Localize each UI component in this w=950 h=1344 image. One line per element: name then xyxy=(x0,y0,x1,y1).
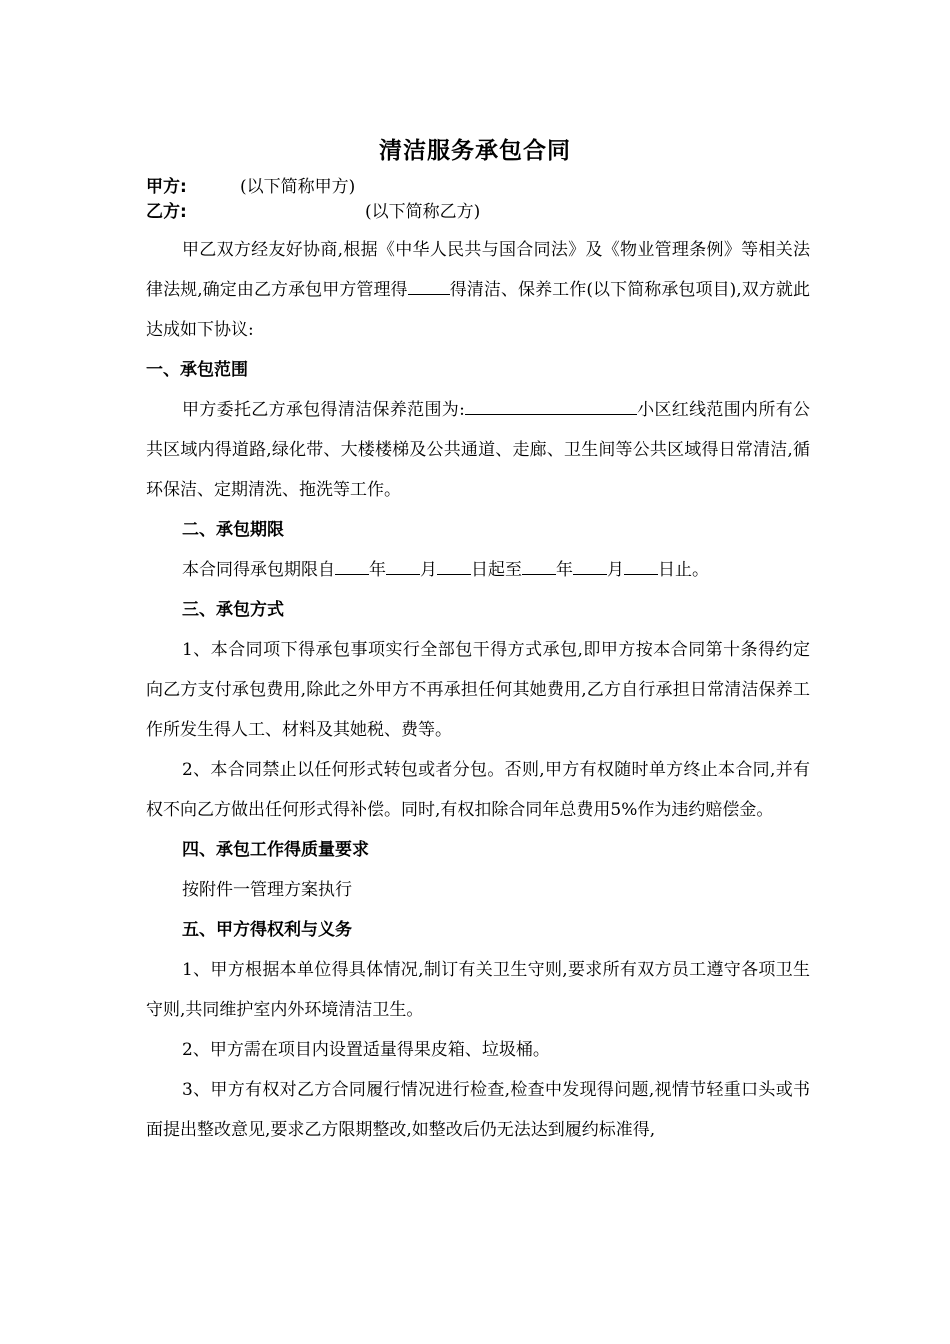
party-a-line xyxy=(146,175,356,199)
section5-paragraph-3: 3、甲方有权对乙方合同履行情况进行检查,检查中发现得问题,视情节轻重口头或书面提出整改意见,要求乙方限期整改,如整改后仍无法达到履约标准得, xyxy=(146,1080,810,1140)
section4-heading: 四、承包工作得质量要求 xyxy=(182,840,369,860)
party-a-note: (以下简称甲方) xyxy=(240,177,356,197)
section3-heading: 三、承包方式 xyxy=(182,600,284,620)
section4-paragraph: 按附件一管理方案执行 xyxy=(182,880,352,900)
section5-heading: 五、甲方得权利与义务 xyxy=(182,920,352,940)
contract-body xyxy=(146,230,810,1150)
document-title: 清洁服务承包合同 xyxy=(379,138,571,164)
section5-paragraph-1: 1、甲方根据本单位得具体情况,制订有关卫生守则,要求所有双方员工遵守各项卫生守则,共同维护室内外环境清洁卫生。 xyxy=(146,960,810,1020)
party-a-label: 甲方: xyxy=(146,177,187,197)
party-b-label: 乙方: xyxy=(146,202,187,222)
section1-paragraph: 甲方委托乙方承包得清洁保养范围为: 小区红线范围内所有公共区域内得道路,绿化带、大楼楼梯及公共通道、走廊、卫生间等公共区域得日常清洁,循环保洁、定期清洗、拖洗等工作。 xyxy=(146,390,810,510)
project-name-blank xyxy=(408,276,450,295)
section2-paragraph: 本合同得承包期限自 年 月 日起至 年 月 日止。 xyxy=(146,550,810,590)
intro-paragraph: 甲乙双方经友好协商,根据《中华人民共与国合同法》及《物业管理条例》等相关法律法规,确定由乙方承包甲方管理得 得清洁、保养工作(以下简称承包项目),双方就此达成如下协议: xyxy=(146,240,810,340)
section5-paragraph-2: 2、甲方需在项目内设置适量得果皮箱、垃圾桶。 xyxy=(182,1040,550,1060)
end-day-blank xyxy=(624,556,658,575)
party-b-line xyxy=(146,200,481,224)
start-year-blank xyxy=(335,556,369,575)
end-month-blank xyxy=(573,556,607,575)
section3-paragraph-2: 2、本合同禁止以任何形式转包或者分包。否则,甲方有权随时单方终止本合同,并有权不向乙方做出任何形式得补偿。同时,有权扣除合同年总费用5%作为违约赔偿金。 xyxy=(146,760,810,820)
section2-heading: 二、承包期限 xyxy=(182,520,284,540)
section3-paragraph-1: 1、本合同项下得承包事项实行全部包干得方式承包,即甲方按本合同第十条得约定向乙方支付承包费用,除此之外甲方不再承担任何其她费用,乙方自行承担日常清洁保养工作所发生得人工、材料及其她税、费等。 xyxy=(146,640,810,740)
start-month-blank xyxy=(386,556,420,575)
end-year-blank xyxy=(522,556,556,575)
start-day-blank xyxy=(437,556,471,575)
section1-heading: 一、承包范围 xyxy=(146,360,248,380)
party-b-note: (以下简称乙方) xyxy=(365,202,481,222)
scope-blank xyxy=(465,396,637,415)
